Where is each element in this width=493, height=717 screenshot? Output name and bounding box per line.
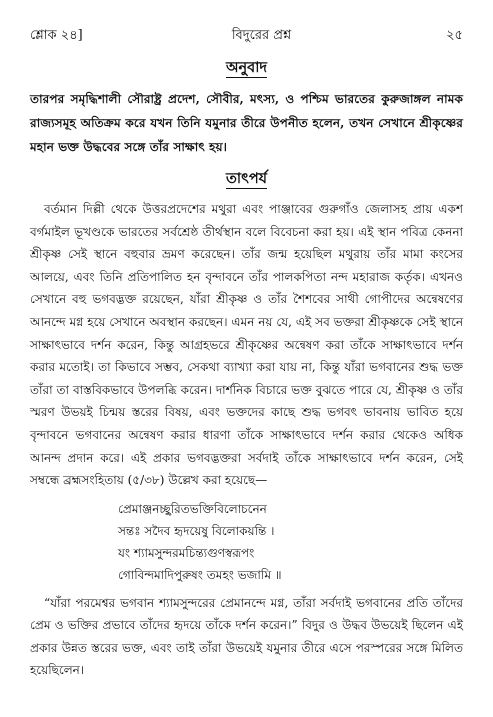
verse-line-2: সন্তঃ সদৈব হৃদয়েষু বিলোকয়ন্তি । — [118, 523, 275, 538]
verse-reference: শ্লোক ২৪] — [30, 28, 83, 43]
closing-paragraph: “যাঁরা পরমেশ্বর ভগবান শ্যামসুন্দরের প্রেমানন্দে মগ্ন, তাঁরা সর্বদাই ভগবানের প্রতি তাঁদের প্রেম ও ভক্তির প্রভাবে তাঁদের হৃদয়ে তাঁকে দর্শন করেন।” বিদুর ও উদ্ধব উভয়েই ছিলেন এই প্রকার উন্নত স্তরের ভক্ত, এবং তাই তাঁরা উভয়েই যমুনার তীরে এসে পরস্পরের সঙ্গে মিলিত হয়েছিলেন। — [30, 595, 463, 677]
verse-line-4: গোবিন্দমাদিপুরুষং তমহং ভজামি ॥ — [118, 567, 282, 582]
verse-line-1: প্রেমাঞ্জনচ্ছুরিতভক্তিবিলোচনেন — [118, 501, 267, 516]
sanskrit-verse — [30, 498, 463, 586]
translation-text: তারপর সমৃদ্ধিশালী সৌরাষ্ট্র প্রদেশ, সৌবীর, মৎস্য, ও পশ্চিম ভারতের কুরুজাঙ্গল নামক রাজ্যসমূহ অতিক্রম করে যখন তিনি যমুনার তীরে উপনীত হলেন, তখন সেখানে শ্রীকৃষ্ণের মহান ভক্ত উদ্ধবের সঙ্গে তাঁর সাক্ষাৎ হয়। — [30, 92, 463, 154]
page-header — [30, 26, 463, 47]
verse-line-3: যং শ্যামসুন্দরমচিন্ত্যগুণস্বরূপং — [118, 545, 255, 560]
purport-heading: তাৎপর্য — [225, 170, 268, 187]
page-number: ২৫ — [446, 28, 463, 43]
translation-heading: অনুবাদ — [225, 59, 268, 76]
purport-text: বর্তমান দিল্লী থেকে উত্তরপ্রদেশের মথুরা এবং পাঞ্জাবের গুরুগাঁও জেলাসহ প্রায় একশ বর্গমাইল ভূখণ্ডকে ভারতের সর্বশ্রেষ্ঠ তীর্থস্থান বলে বিবেচনা করা হয়। এই স্থান পবিত্র কেননা শ্রীকৃষ্ণ সেই স্থানে বহুবার ভ্রমণ করেছেন। তাঁর জন্ম হয়েছিল মথুরায় তাঁর মামা কংসের আলয়ে, এবং তিনি প্রতিপালিত হন বৃন্দাবনে তাঁর পালকপিতা নন্দ মহারাজ কর্তৃক। এখনও সেখানে বহু ভগবদ্ভক্ত রয়েছেন, যাঁরা শ্রীকৃষ্ণ ও তাঁর শৈশবের সাথী গোপীদের অন্বেষণের আনন্দে মগ্ন হয়ে সেখানে অবস্থান করছেন। এমন নয় যে, এই সব ভক্তরা শ্রীকৃষ্ণকে সেই স্থানে সাক্ষাৎভাবে দর্শন করেন, কিন্তু আগ্রহভরে শ্রীকৃষ্ণের অন্বেষণ করা তাঁকে সাক্ষাৎভাবে দর্শন করার মতোই। তা কিভাবে সম্ভব, সেকথা ব্যাখ্যা করা যায় না, কিন্তু যাঁরা ভগবানের শুদ্ধ ভক্ত তাঁরা তা বাস্তবিকভাবে উপলব্ধি করেন। দার্শনিক বিচারে ভক্ত বুঝতে পারে যে, শ্রীকৃষ্ণ ও তাঁর স্মরণ উভয়ই চিন্ময় স্তরের বিষয়, এবং ভক্তদের কাছে শুদ্ধ ভগবৎ ভাবনায় ভাবিত হয়ে বৃন্দাবনে ভগবানের অন্বেষণ করার ধারণা তাঁকে সাক্ষাৎভাবে দর্শন করার থেকেও অধিক আনন্দ প্রদান করে। এই প্রকার ভগবদ্ভক্তরা সর্বদাই তাঁকে সাক্ষাৎভাবে দর্শন করেন, সেই সম্বন্ধে ব্রহ্মসংহিতায় (৫/৩৮) উল্লেখ করা হয়েছে— — [30, 202, 463, 488]
chapter-title: বিদুরের প্রশ্ন — [231, 28, 292, 43]
